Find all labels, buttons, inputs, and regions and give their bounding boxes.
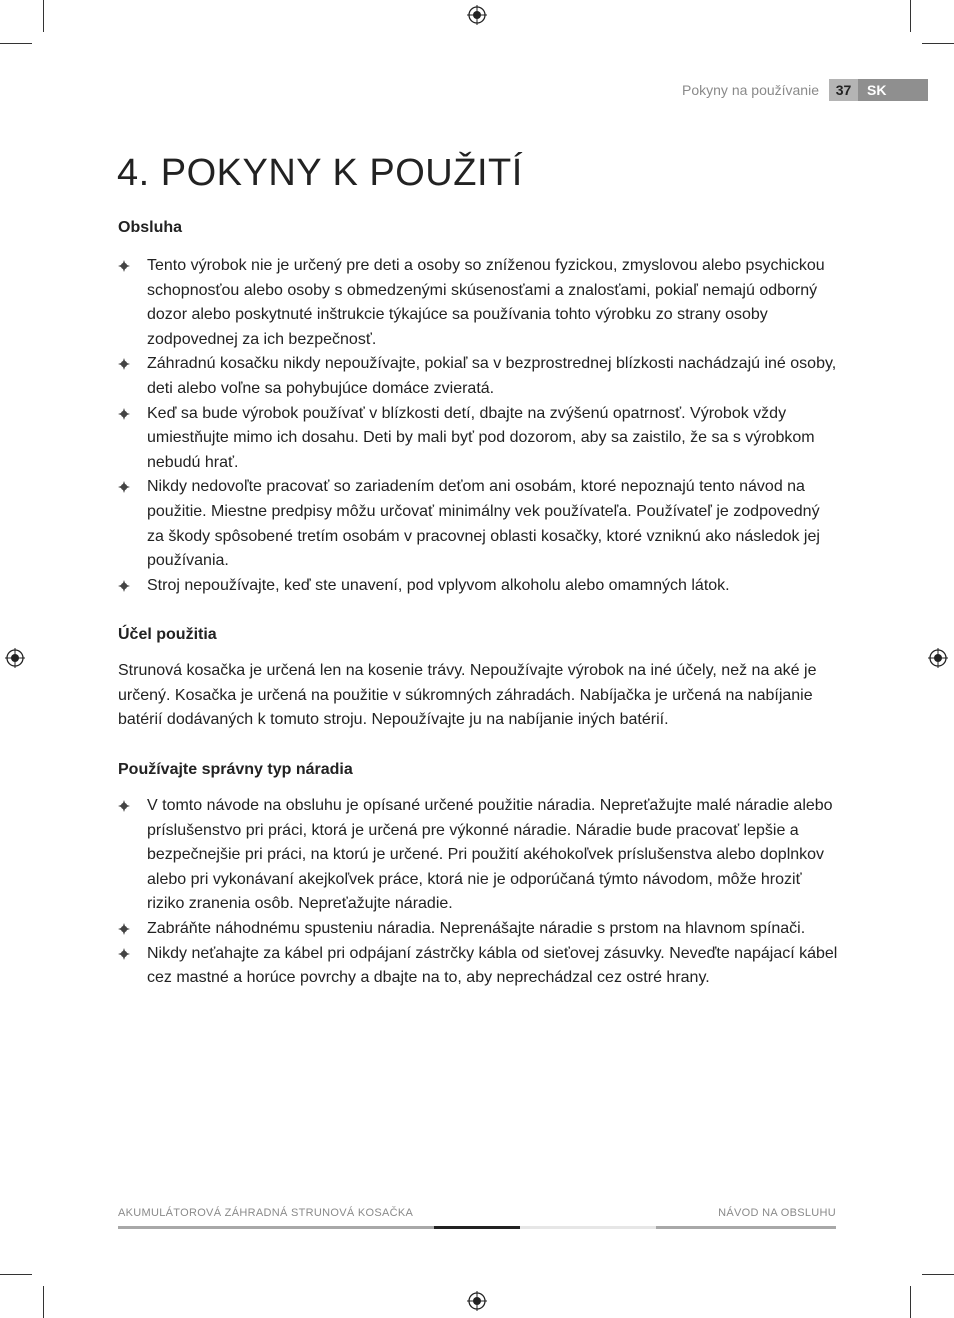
list-item-text: Zabráňte náhodnému spusteniu náradia. Neprenášajte náradie s prstom na hlavnom spínači. (147, 919, 806, 937)
section-heading: Účel použitia (118, 626, 217, 643)
footer-rule-accent (434, 1226, 520, 1229)
list-item (118, 254, 838, 352)
crop-mark (43, 0, 44, 32)
footer-doc-type: NÁVOD NA OBSLUHU (718, 1207, 836, 1219)
registration-mark-icon (5, 648, 25, 668)
footer-rule (520, 1226, 656, 1229)
list-item-text: Záhradnú kosačku nikdy nepoužívajte, pokiaľ sa v bezprostrednej blízkosti nachádzajú iné osoby, deti alebo voľne sa pohybujúce domáce zvieratá. (147, 355, 837, 397)
bullet-list (118, 254, 838, 598)
bullet-icon (118, 358, 130, 370)
list-item-text: Stroj nepoužívajte, keď ste unavení, pod vplyvom alkoholu alebo omamných látok. (147, 576, 730, 594)
footer-rule (118, 1226, 434, 1229)
page-title: 4. POKYNY K POUŽITÍ (117, 152, 523, 194)
header-section-label: Pokyny na používanie (682, 82, 819, 98)
bullet-icon (118, 260, 130, 272)
list-item (118, 942, 838, 991)
footer-product-name: AKUMULÁTOROVÁ ZÁHRADNÁ STRUNOVÁ KOSAČKA (118, 1207, 414, 1219)
section-obsluha (118, 219, 838, 598)
bullet-icon (118, 800, 130, 812)
list-item (118, 475, 838, 573)
page-number: 37 (829, 79, 858, 101)
bullet-icon (118, 948, 130, 960)
list-item-text: Keď sa bude výrobok používať v blízkosti detí, dbajte na zvýšenú opatrnosť. Výrobok vždy umiestňujte mimo ich dosahu. Deti by mali byť pod dozorom, aby sa zaistilo, že sa s výrobkom nebudú hrať. (147, 404, 815, 471)
section-spravny-typ-naradia (118, 761, 838, 991)
list-item (118, 574, 838, 599)
crop-mark (43, 1286, 44, 1318)
list-item-text: Nikdy neťahajte za kábel pri odpájaní zástrčky kábla od sieťovej zásuvky. Neveďte napájací kábel cez mastné a horúce povrchy a dbajte na to, aby neprechádzal cez ostré hrany. (147, 944, 838, 987)
section-ucel-pouzitia (118, 626, 838, 733)
list-item (118, 352, 838, 401)
list-item-text: Tento výrobok nie je určený pre deti a osoby so zníženou fyzickou, zmyslovou alebo psychickou schopnosťou alebo osoby s obmedzenými skúsenosťami a znalosťami, pokiaľ nemajú odborný dozor alebo poskytnuté inštrukcie týkajúce sa používania tohto výrobku zo strany osoby zodpovednej za ich bezpečnosť. (147, 257, 825, 348)
crop-mark (910, 0, 911, 32)
bullet-icon (118, 408, 130, 420)
section-paragraph: Strunová kosačka je určená len na kosenie trávy. Nepoužívajte výrobok na iné účely, než na aké je určený. Kosačka je určená na použitie v súkromných záhradách. Nabíjačka je určená na nabíjanie batérií dodávaných k tomuto stroju. Nepoužívajte ju na nabíjanie iných batérií. (118, 662, 817, 729)
list-item (118, 917, 838, 942)
list-item-text: Nikdy nedovoľte pracovať so zariadením deťom ani osobám, ktoré nepoznajú tento návod na použitie. Miestne predpisy môžu určovať minimálny vek používateľa. Používateľ je zodpovedný za škody spôsobené tretím osobám v pracovnej oblasti kosačky, ktoré vzniknú ako následok jej používania. (147, 478, 820, 570)
registration-mark-icon (467, 1291, 487, 1311)
list-item (118, 402, 838, 476)
language-tab: SK (858, 79, 928, 101)
crop-mark (910, 1286, 911, 1318)
list-item (118, 794, 838, 917)
crop-mark (922, 1274, 954, 1275)
bullet-icon (118, 580, 130, 592)
bullet-icon (118, 481, 130, 493)
section-heading: Obsluha (118, 219, 183, 236)
bullet-icon (118, 923, 130, 935)
crop-mark (922, 43, 954, 44)
crop-mark (0, 1274, 32, 1275)
registration-mark-icon (467, 5, 487, 25)
footer-rule (656, 1226, 836, 1229)
list-item-text: V tomto návode na obsluhu je opísané určené použitie náradia. Nepreťažujte malé náradie alebo príslušenstvo pri práci, ktorá je určená pre výkonné náradie. Náradie bude pracovať lepšie a bezpečnejšie pri práci, na ktorú je určené. Pri použití akéhokoľvek príslušenstva alebo doplnkov alebo pri vykonávaní akejkoľvek práce, ktorá nie je odporúčaná týmto návodom, môže hroziť riziko zranenia osôb. Nepreťažujte náradie. (147, 797, 833, 913)
bullet-list (118, 794, 838, 991)
section-heading: Používajte správny typ náradia (118, 761, 353, 778)
registration-mark-icon (928, 648, 948, 668)
crop-mark (0, 43, 32, 44)
